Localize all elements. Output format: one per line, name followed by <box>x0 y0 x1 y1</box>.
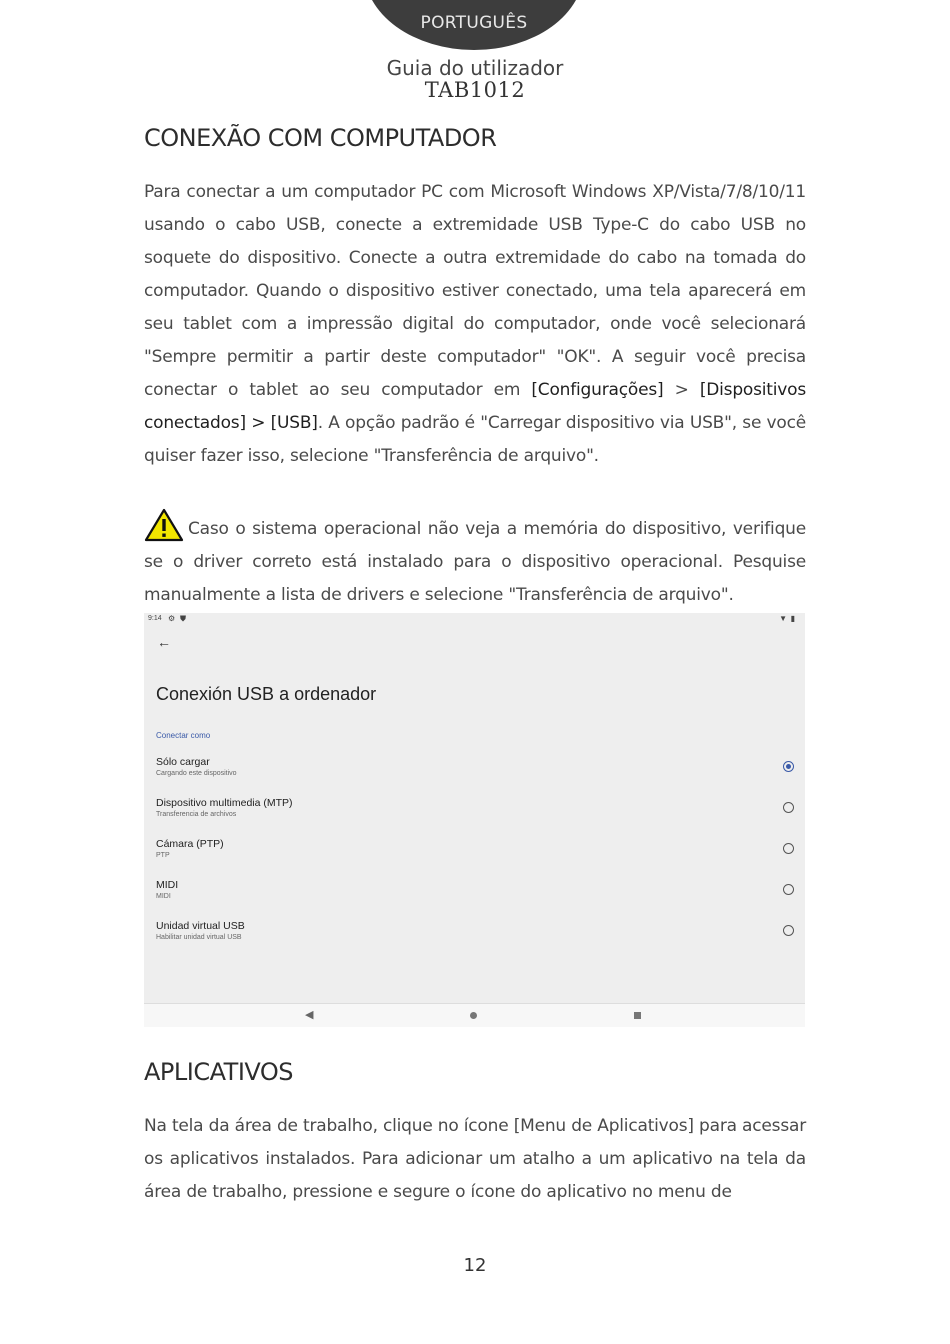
radio-button[interactable] <box>783 843 794 854</box>
guide-title: Guia do utilizador <box>386 56 564 80</box>
radio-button[interactable] <box>783 884 794 895</box>
status-time: 9:14 <box>148 615 162 622</box>
connect-as-label: Conectar como <box>156 731 211 740</box>
radio-button-selected[interactable] <box>783 761 794 772</box>
warning-text: Caso o sistema operacional não veja a memória do dispositivo, verifique se o driver correto está instalado para o dispositivo operacional. Pesquise manualmente a lista de drivers e selecione "Transferência de arquivo". <box>144 519 806 605</box>
section-heading-connection: CONEXÃO COM COMPUTADOR <box>144 124 497 152</box>
section-heading-apps: APLICATIVOS <box>144 1058 294 1086</box>
usb-option-charge[interactable] <box>156 756 796 786</box>
battery-icon: ▮ <box>790 614 795 623</box>
nav-home-icon[interactable] <box>470 1012 477 1019</box>
option-subtitle: Cargando este dispositivo <box>156 770 237 777</box>
usb-option-ptp[interactable] <box>156 838 796 868</box>
apps-paragraph: Na tela da área de trabalho, clique no ícone [Menu de Aplicativos] para acessar os aplicativos instalados. Para adicionar um atalho a um aplicativo na tela da área de trabalho, pressione e segure o ícone do aplicativo no menu de <box>144 1116 806 1202</box>
option-subtitle: PTP <box>156 852 170 859</box>
settings-menu-ref: [Configurações] <box>531 380 664 400</box>
option-title: Cámara (PTP) <box>156 838 224 850</box>
paragraph-text-end: . A opção padrão é "Carregar dispositivo via USB", se você quiser fazer isso, selecione "Transferência de arquivo". <box>144 413 806 466</box>
radio-button[interactable] <box>783 925 794 936</box>
paragraph-text: Para conectar a um computador PC com Microsoft Windows XP/Vista/7/8/10/11 usando o cabo USB, conecte a extremidade USB Type-C do cabo USB no soquete do dispositivo. Conecte a outra extremidade do cabo na tomada do computador. Quando o dispositivo estiver conectado, uma tela aparecerá em seu tablet com a impressão digital do computador, onde você selecionará "Sempre permitir a partir deste computador" "OK". A seguir você precisa conectar o tablet ao seu computador em <box>144 182 806 400</box>
usb-option-mtp[interactable] <box>156 797 796 827</box>
paragraph-separator: > <box>663 380 700 400</box>
connection-paragraph <box>144 176 806 476</box>
back-arrow-icon[interactable]: ← <box>157 634 171 650</box>
wifi-icon: ▼ <box>779 614 787 623</box>
nav-recents-icon[interactable] <box>634 1012 641 1019</box>
warning-paragraph <box>144 508 806 618</box>
connected-devices-ref: [Dispositivos conectados] > [USB] <box>144 380 806 433</box>
model-name: TAB1012 <box>424 78 526 102</box>
usb-option-virtual-drive[interactable] <box>156 920 796 950</box>
shield-icon: ⛊ <box>180 614 186 623</box>
option-title: Sólo cargar <box>156 756 210 768</box>
option-subtitle: MIDI <box>156 893 171 900</box>
usb-option-midi[interactable] <box>156 879 796 909</box>
nav-back-icon[interactable]: ◀ <box>305 1009 314 1021</box>
option-title: Unidad virtual USB <box>156 920 245 932</box>
usb-settings-screenshot <box>144 613 805 1027</box>
option-subtitle: Habilitar unidad virtual USB <box>156 934 242 941</box>
option-title: MIDI <box>156 879 179 891</box>
option-subtitle: Transferencia de archivos <box>156 811 237 818</box>
warning-triangle-icon <box>144 508 184 542</box>
navigation-bar <box>144 1003 805 1027</box>
screen-title: Conexión USB a ordenador <box>156 684 377 704</box>
gear-icon: ⚙ <box>168 614 176 623</box>
option-title: Dispositivo multimedia (MTP) <box>156 797 293 809</box>
status-bar <box>144 613 805 627</box>
radio-button[interactable] <box>783 802 794 813</box>
language-label: PORTUGUÊS <box>420 13 528 33</box>
page-number: 12 <box>463 1255 487 1276</box>
